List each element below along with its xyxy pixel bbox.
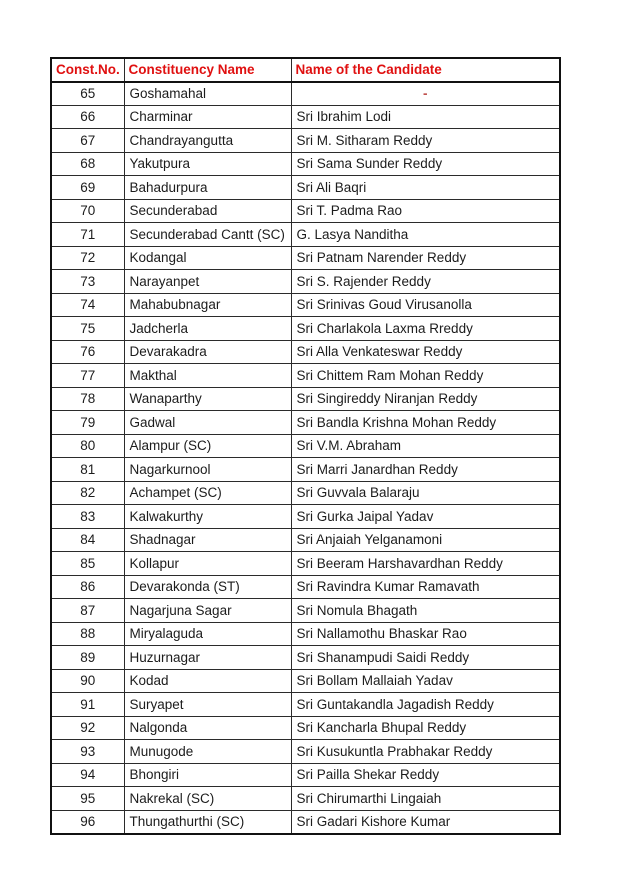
const-no-cell: 71 [51,223,124,247]
const-no-cell: 95 [51,787,124,811]
const-no-cell: 94 [51,763,124,787]
candidate-name-cell: Sri Marri Janardhan Reddy [291,458,560,482]
constituency-name-cell: Secunderabad [124,199,291,223]
const-no-cell: 81 [51,458,124,482]
constituency-name-cell: Alampur (SC) [124,434,291,458]
constituency-name-cell: Goshamahal [124,82,291,106]
constituency-name-cell: Kodangal [124,246,291,270]
candidate-name-cell: Sri Bandla Krishna Mohan Reddy [291,411,560,435]
table-row [51,458,560,482]
table-row [51,528,560,552]
const-no-cell: 93 [51,740,124,764]
candidate-name-cell: Sri Nomula Bhagath [291,599,560,623]
column-header-const-no: Const.No. [51,58,124,82]
const-no-cell: 74 [51,293,124,317]
const-no-cell: 80 [51,434,124,458]
constituency-name-cell: Secunderabad Cantt (SC) [124,223,291,247]
table-row [51,129,560,153]
table-row [51,364,560,388]
constituency-name-cell: Kalwakurthy [124,505,291,529]
candidate-name-cell: Sri M. Sitharam Reddy [291,129,560,153]
table-row [51,411,560,435]
table-body [51,82,560,834]
constituency-name-cell: Chandrayangutta [124,129,291,153]
candidate-name-cell: Sri Alla Venkateswar Reddy [291,340,560,364]
table-row [51,763,560,787]
constituency-name-cell: Kodad [124,669,291,693]
candidate-name-cell: Sri Ravindra Kumar Ramavath [291,575,560,599]
table-row [51,317,560,341]
candidate-name-cell: Sri Kancharla Bhupal Reddy [291,716,560,740]
table-row [51,693,560,717]
candidate-name-cell: Sri Bollam Mallaiah Yadav [291,669,560,693]
candidate-name-cell: Sri Gurka Jaipal Yadav [291,505,560,529]
table-row [51,152,560,176]
constituency-name-cell: Kollapur [124,552,291,576]
const-no-cell: 76 [51,340,124,364]
constituency-name-cell: Gadwal [124,411,291,435]
constituency-name-cell: Miryalaguda [124,622,291,646]
candidate-name-cell: Sri Charlakola Laxma Rreddy [291,317,560,341]
const-no-cell: 92 [51,716,124,740]
table-row [51,481,560,505]
const-no-cell: 69 [51,176,124,200]
table-row [51,646,560,670]
const-no-cell: 84 [51,528,124,552]
constituency-name-cell: Huzurnagar [124,646,291,670]
candidate-name-cell: Sri Beeram Harshavardhan Reddy [291,552,560,576]
table-row [51,505,560,529]
candidate-name-cell: Sri Guvvala Balaraju [291,481,560,505]
candidate-name-cell: Sri S. Rajender Reddy [291,270,560,294]
candidate-name-cell: Sri Kusukuntla Prabhakar Reddy [291,740,560,764]
constituency-name-cell: Bhongiri [124,763,291,787]
constituency-name-cell: Devarakadra [124,340,291,364]
const-no-cell: 89 [51,646,124,670]
table-row [51,622,560,646]
candidate-name-cell: Sri Shanampudi Saidi Reddy [291,646,560,670]
const-no-cell: 68 [51,152,124,176]
constituency-name-cell: Nakrekal (SC) [124,787,291,811]
constituency-name-cell: Achampet (SC) [124,481,291,505]
table-row [51,176,560,200]
table-row [51,82,560,106]
const-no-cell: 75 [51,317,124,341]
candidate-name-cell: G. Lasya Nanditha [291,223,560,247]
const-no-cell: 65 [51,82,124,106]
const-no-cell: 85 [51,552,124,576]
constituency-name-cell: Makthal [124,364,291,388]
const-no-cell: 83 [51,505,124,529]
const-no-cell: 67 [51,129,124,153]
candidate-name-cell: Sri Guntakandla Jagadish Reddy [291,693,560,717]
const-no-cell: 72 [51,246,124,270]
table-row [51,787,560,811]
table-row [51,223,560,247]
table-row [51,105,560,129]
column-header-candidate-name: Name of the Candidate [291,58,560,82]
table-row [51,740,560,764]
const-no-cell: 73 [51,270,124,294]
constituency-name-cell: Nagarjuna Sagar [124,599,291,623]
candidate-name-cell: Sri Srinivas Goud Virusanolla [291,293,560,317]
constituency-name-cell: Devarakonda (ST) [124,575,291,599]
candidate-name-cell: Sri Nallamothu Bhaskar Rao [291,622,560,646]
candidate-name-cell: Sri Singireddy Niranjan Reddy [291,387,560,411]
candidate-table [50,57,561,835]
table-row [51,270,560,294]
candidate-name-cell: Sri Chittem Ram Mohan Reddy [291,364,560,388]
candidate-name-cell: Sri Ali Baqri [291,176,560,200]
const-no-cell: 87 [51,599,124,623]
const-no-cell: 91 [51,693,124,717]
candidate-name-cell: Sri Patnam Narender Reddy [291,246,560,270]
const-no-cell: 86 [51,575,124,599]
constituency-name-cell: Shadnagar [124,528,291,552]
candidate-name-cell: Sri Anjaiah Yelganamoni [291,528,560,552]
table-row [51,293,560,317]
const-no-cell: 70 [51,199,124,223]
table-row [51,810,560,834]
constituency-name-cell: Wanaparthy [124,387,291,411]
const-no-cell: 78 [51,387,124,411]
table-row [51,669,560,693]
const-no-cell: 82 [51,481,124,505]
table-row [51,387,560,411]
table-row [51,246,560,270]
table-row [51,716,560,740]
table-row [51,599,560,623]
const-no-cell: 90 [51,669,124,693]
constituency-name-cell: Suryapet [124,693,291,717]
candidate-name-cell: Sri V.M. Abraham [291,434,560,458]
const-no-cell: 66 [51,105,124,129]
constituency-name-cell: Narayanpet [124,270,291,294]
constituency-name-cell: Thungathurthi (SC) [124,810,291,834]
candidate-name-cell: Sri Sama Sunder Reddy [291,152,560,176]
table-row [51,340,560,364]
column-header-constituency-name: Constituency Name [124,58,291,82]
candidate-name-cell: Sri Ibrahim Lodi [291,105,560,129]
constituency-name-cell: Jadcherla [124,317,291,341]
constituency-name-cell: Nagarkurnool [124,458,291,482]
candidate-name-cell: Sri Chirumarthi Lingaiah [291,787,560,811]
const-no-cell: 79 [51,411,124,435]
candidate-name-cell: - [291,82,560,106]
candidate-name-cell: Sri Gadari Kishore Kumar [291,810,560,834]
const-no-cell: 77 [51,364,124,388]
candidate-name-cell: Sri Pailla Shekar Reddy [291,763,560,787]
table-header-row [51,58,560,82]
constituency-name-cell: Munugode [124,740,291,764]
constituency-name-cell: Yakutpura [124,152,291,176]
const-no-cell: 96 [51,810,124,834]
constituency-name-cell: Mahabubnagar [124,293,291,317]
table-row [51,552,560,576]
table-row [51,575,560,599]
const-no-cell: 88 [51,622,124,646]
constituency-name-cell: Bahadurpura [124,176,291,200]
constituency-name-cell: Charminar [124,105,291,129]
constituency-name-cell: Nalgonda [124,716,291,740]
table-row [51,434,560,458]
table-row [51,199,560,223]
candidate-name-cell: Sri T. Padma Rao [291,199,560,223]
